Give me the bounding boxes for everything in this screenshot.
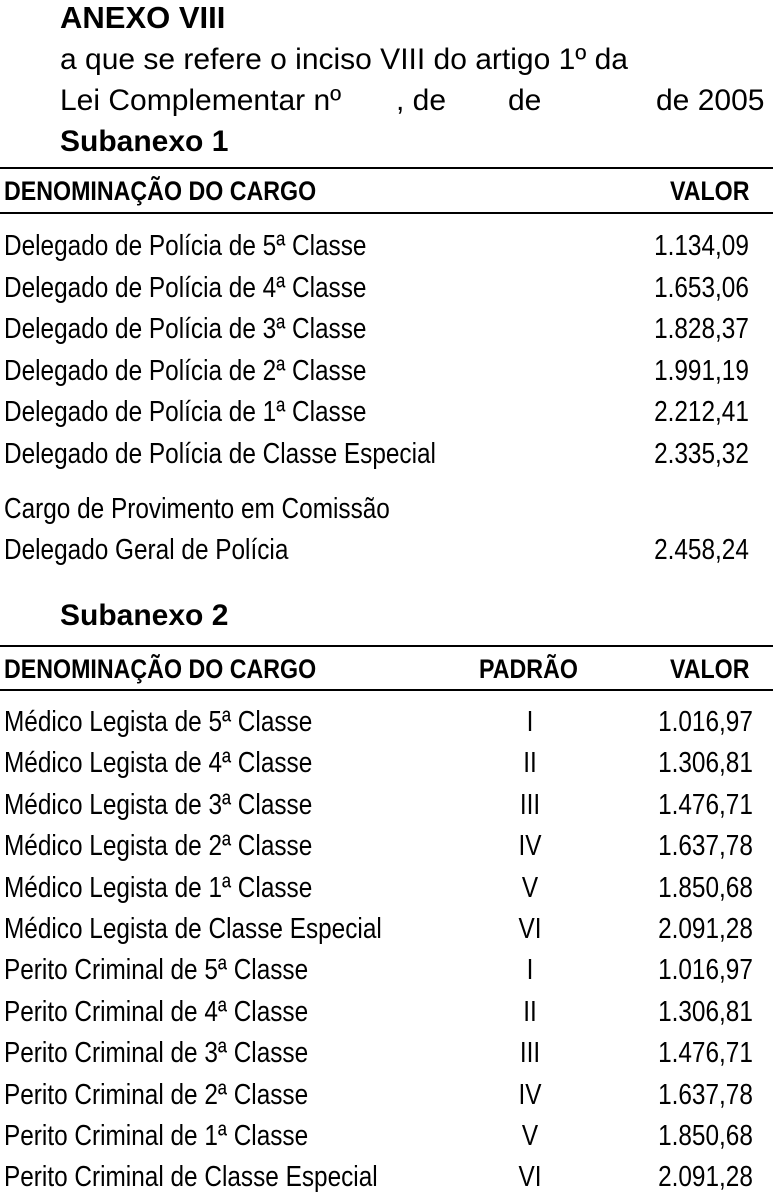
cargo-cell: Delegado de Polícia de 5ª Classe <box>4 230 367 262</box>
valor-cell: 1.637,78 <box>658 1078 753 1111</box>
table-row <box>0 268 777 308</box>
table1-header-valor: VALOR <box>669 176 749 206</box>
cargo-cell: Perito Criminal de 2ª Classe <box>4 1078 309 1111</box>
valor-cell: 1.306,81 <box>658 995 753 1028</box>
cargo-cell: Delegado de Polícia de 4ª Classe <box>4 271 367 304</box>
cargo-cell: Delegado de Polícia de 3ª Classe <box>4 313 367 345</box>
valor-cell: 1.637,78 <box>658 830 753 863</box>
table-row <box>0 743 777 783</box>
cargo-cell: Perito Criminal de 3ª Classe <box>4 1037 309 1070</box>
valor-cell: 1.850,68 <box>658 1120 753 1152</box>
law-line-part-3: de <box>508 84 542 117</box>
table2-header-cargo: DENOMINAÇÃO DO CARGO <box>4 654 317 684</box>
padrao-cell: VI <box>518 913 542 945</box>
cargo-cell: Médico Legista de 5ª Classe <box>4 706 313 738</box>
cargo-cell: Delegado Geral de Polícia <box>4 534 289 566</box>
law-line-part-4: de 2005 <box>656 84 765 117</box>
valor-cell: 1.991,19 <box>654 354 749 387</box>
comissao-section-label: Cargo de Provimento em Comissão <box>4 493 390 525</box>
law-line-part-1: Lei Complementar nº <box>60 84 342 117</box>
valor-cell: 1.134,09 <box>654 230 749 262</box>
padrao-cell: I <box>526 706 534 738</box>
table-row <box>0 826 777 866</box>
table-row <box>0 1157 777 1197</box>
table-row <box>0 868 777 908</box>
comissao-section-label-row <box>0 489 777 529</box>
cargo-cell: Médico Legista de 3ª Classe <box>4 788 313 821</box>
valor-cell: 2.458,24 <box>654 534 749 566</box>
padrao-cell: I <box>526 954 534 987</box>
valor-cell: 2.335,32 <box>654 437 749 470</box>
annex-law-line <box>60 83 770 119</box>
padrao-cell: III <box>519 788 541 821</box>
subanexo-1-title: Subanexo 1 <box>60 125 229 158</box>
padrao-cell: IV <box>518 830 542 863</box>
table-row <box>0 785 777 825</box>
valor-cell: 1.850,68 <box>658 871 753 904</box>
cargo-cell: Médico Legista de Classe Especial <box>4 913 382 945</box>
cargo-cell: Perito Criminal de 4ª Classe <box>4 995 309 1028</box>
cargo-cell: Perito Criminal de 1ª Classe <box>4 1120 309 1152</box>
valor-cell: 1.476,71 <box>658 788 753 821</box>
table-row <box>0 226 777 266</box>
table-row <box>0 530 777 570</box>
table-row <box>0 702 777 742</box>
padrao-cell: II <box>523 995 537 1028</box>
table-row <box>0 309 777 349</box>
table-row <box>0 1116 777 1156</box>
table-row <box>0 909 777 949</box>
table2-header-valor: VALOR <box>669 654 749 684</box>
table-row <box>0 351 777 391</box>
padrao-cell: IV <box>518 1078 542 1111</box>
annex-title: ANEXO VIII <box>60 0 226 35</box>
valor-cell: 1.476,71 <box>658 1037 753 1070</box>
padrao-cell: III <box>519 1037 541 1070</box>
table-row <box>0 434 777 474</box>
valor-cell: 1.306,81 <box>658 747 753 780</box>
law-line-part-2: , de <box>396 84 447 117</box>
valor-cell: 2.091,28 <box>658 913 753 945</box>
padrao-cell: V <box>521 871 539 904</box>
table-row <box>0 950 777 990</box>
valor-cell: 2.091,28 <box>658 1161 753 1194</box>
valor-cell: 1.016,97 <box>658 706 753 738</box>
subanexo-2-title: Subanexo 2 <box>60 599 229 632</box>
cargo-cell: Médico Legista de 2ª Classe <box>4 830 313 863</box>
table-row <box>0 1075 777 1115</box>
cargo-cell: Médico Legista de 4ª Classe <box>4 747 313 780</box>
table1-header-cargo: DENOMINAÇÃO DO CARGO <box>4 176 317 206</box>
cargo-cell: Delegado de Polícia de 2ª Classe <box>4 354 367 387</box>
valor-cell: 1.828,37 <box>654 313 749 345</box>
cargo-cell: Delegado de Polícia de Classe Especial <box>4 437 436 470</box>
table2-header-rule <box>0 689 773 691</box>
table1-top-rule <box>0 167 773 169</box>
table2-top-rule <box>0 645 773 647</box>
cargo-cell: Perito Criminal de 5ª Classe <box>4 954 309 987</box>
valor-cell: 1.016,97 <box>658 954 753 987</box>
annex-reference-line: a que se refere o inciso VIII do artigo 1º da <box>60 43 628 76</box>
valor-cell: 2.212,41 <box>654 396 749 428</box>
padrao-cell: II <box>523 747 537 780</box>
table-row <box>0 992 777 1032</box>
table-row <box>0 1033 777 1073</box>
table1-header-rule <box>0 212 773 214</box>
table2-header-padrao: PADRÃO <box>479 654 578 684</box>
valor-cell: 1.653,06 <box>654 271 749 304</box>
cargo-cell: Médico Legista de 1ª Classe <box>4 871 313 904</box>
padrao-cell: V <box>521 1120 539 1152</box>
cargo-cell: Delegado de Polícia de 1ª Classe <box>4 396 367 428</box>
table-row <box>0 392 777 432</box>
cargo-cell: Perito Criminal de Classe Especial <box>4 1161 378 1194</box>
padrao-cell: VI <box>518 1161 542 1194</box>
